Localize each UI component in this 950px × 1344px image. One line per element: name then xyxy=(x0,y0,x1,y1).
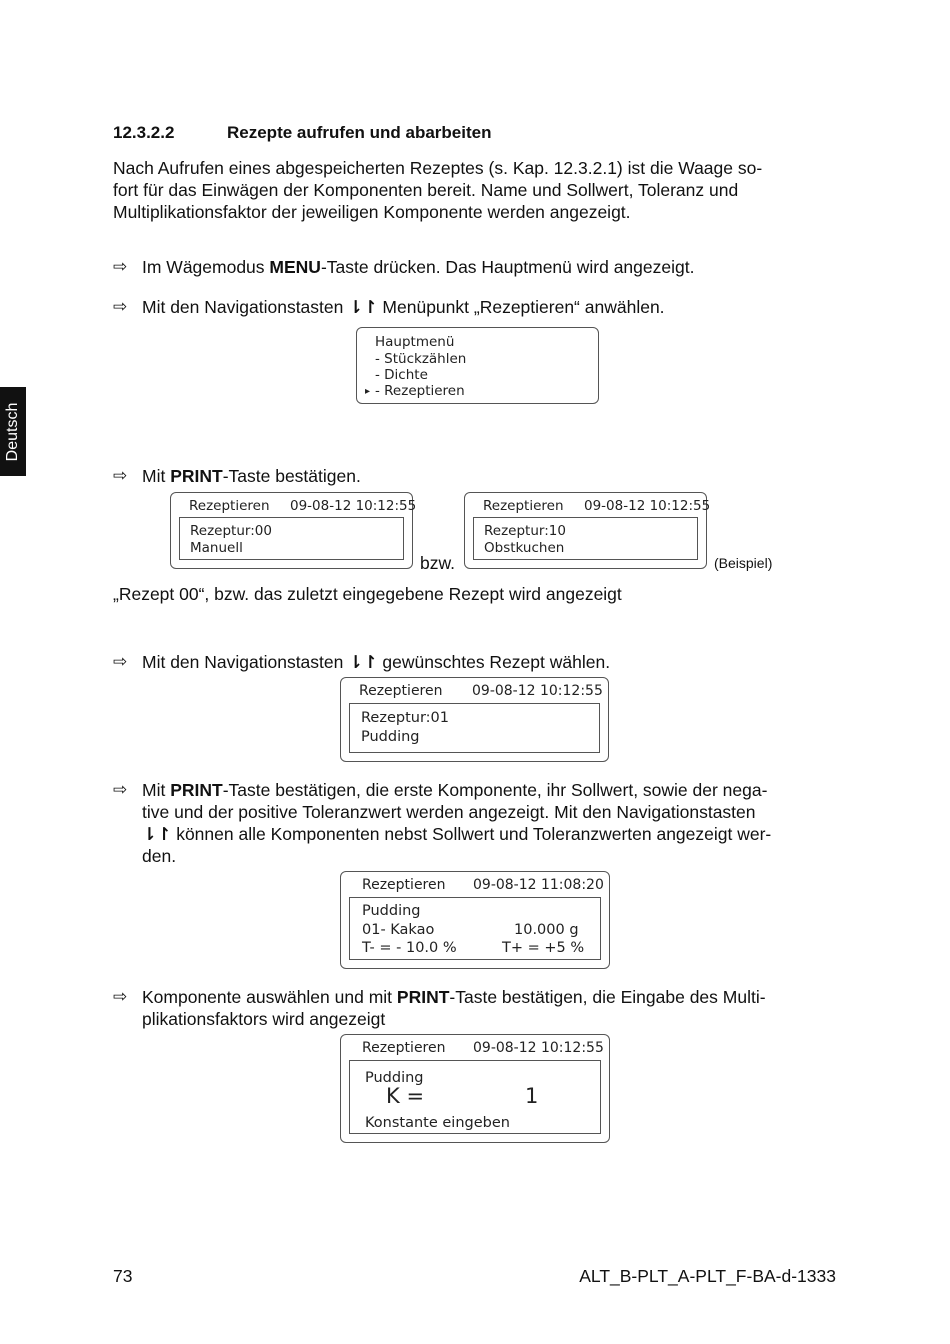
display-line: Pudding xyxy=(365,1070,424,1086)
intro-line: Nach Aufrufen eines abgespeicherten Rezeptes (s. Kap. 12.3.2.1) ist die Waage so- xyxy=(113,158,763,178)
intro-line: Multiplikationsfaktor der jeweiligen Komponente werden angezeigt. xyxy=(113,202,631,222)
step-3-text: Mit PRINT-Taste bestätigen. xyxy=(142,466,361,486)
display-recipe-10 xyxy=(464,492,711,569)
intro-line: fort für das Einwägen der Komponenten bereit. Name und Sollwert, Toleranz und xyxy=(113,180,739,200)
display-inner-frame xyxy=(179,517,404,560)
display-line: Rezeptur:00 xyxy=(190,523,272,539)
main-menu-item: - Dichte xyxy=(375,367,428,383)
tolerance-plus: T+ = +5 % xyxy=(502,940,585,956)
note-text: „Rezept 00“, bzw. das zuletzt eingegebene Rezept wird angezeigt xyxy=(113,584,622,604)
display-line: Obstkuchen xyxy=(484,540,565,556)
display-title: Rezeptieren xyxy=(359,683,443,699)
intro-paragraph xyxy=(113,157,838,223)
bzw-text: bzw. xyxy=(420,553,456,573)
cursor-icon: ▸ xyxy=(365,386,371,397)
step-1-text: Im Wägemodus MENU-Taste drücken. Das Hauptmenü wird angezeigt. xyxy=(142,257,695,277)
display-line: Rezeptur:10 xyxy=(484,523,566,539)
navigation-keys-icon: ⇂↾ xyxy=(348,652,378,672)
arrow-right-icon: ⇨ xyxy=(113,987,128,1006)
display-title: Rezeptieren xyxy=(362,877,446,893)
arrow-right-icon: ⇨ xyxy=(113,466,128,485)
display-line: Pudding xyxy=(361,729,420,745)
arrow-right-icon: ⇨ xyxy=(113,257,128,276)
display-title: Rezeptieren xyxy=(362,1040,446,1056)
display-inner-frame xyxy=(473,517,698,560)
main-menu-item-selected: - Rezeptieren xyxy=(375,383,465,399)
display-title: Rezeptieren xyxy=(189,498,270,514)
arrow-right-icon: ⇨ xyxy=(113,297,128,316)
display-datetime: 09-08-12 11:08:20 xyxy=(473,877,604,893)
language-tab-label: Deutsch xyxy=(4,402,21,461)
step-5-text: Mit PRINT-Taste bestätigen, die erste Komponente, ihr Sollwert, sowie der nega- tive und der positive Toleranzwert werden angezeigt. Mit den Navigationstasten ⇂↾ können alle Komponenten nebst Sollwert und Toleranzwerten angezeigt wer- den. xyxy=(142,780,772,866)
multiplier-value: 1 xyxy=(525,1084,539,1108)
display-line: Pudding xyxy=(362,903,421,919)
display-inner-frame xyxy=(349,897,601,960)
display-datetime: 09-08-12 10:12:55 xyxy=(290,498,417,514)
arrow-right-icon: ⇨ xyxy=(113,652,128,671)
display-datetime: 09-08-12 10:12:55 xyxy=(472,683,603,699)
section-heading xyxy=(113,123,491,143)
language-tab xyxy=(0,387,26,476)
display-line: Manuell xyxy=(190,540,243,556)
display-hint: Konstante eingeben xyxy=(365,1115,510,1131)
display-title: Rezeptieren xyxy=(483,498,564,514)
arrow-right-icon: ⇨ xyxy=(113,780,128,799)
document-id: ALT_B-PLT_A-PLT_F-BA-d-1333 xyxy=(579,1266,836,1286)
navigation-keys-icon: ⇂↾ xyxy=(142,824,172,844)
component-target: 10.000 g xyxy=(514,922,579,938)
section-title: Rezepte aufrufen und abarbeiten xyxy=(227,123,492,142)
example-note: (Beispiel) xyxy=(714,555,773,571)
multiplier-label: K = xyxy=(386,1084,425,1108)
display-recipe-01 xyxy=(340,677,609,762)
display-component xyxy=(340,871,610,969)
page-number: 73 xyxy=(113,1266,133,1286)
step-2-text: Mit den Navigationstasten ⇂↾ Menüpunkt „Rezeptieren“ anwählen. xyxy=(142,297,665,317)
tolerance-minus: T- = - 10.0 % xyxy=(362,940,457,956)
step-6-text: Komponente auswählen und mit PRINT-Taste bestätigen, die Eingabe des Multi- plikationsfaktors wird angezeigt xyxy=(142,987,766,1029)
main-menu-title: Hauptmenü xyxy=(375,334,455,350)
main-menu-item: - Stückzählen xyxy=(375,351,467,367)
navigation-keys-icon: ⇂↾ xyxy=(348,297,378,317)
display-inner-frame xyxy=(349,703,600,753)
display-datetime: 09-08-12 10:12:55 xyxy=(584,498,711,514)
display-datetime: 09-08-12 10:12:55 xyxy=(473,1040,604,1056)
component-name: 01- Kakao xyxy=(362,922,435,938)
display-multiplier xyxy=(340,1034,610,1143)
display-line: Rezeptur:01 xyxy=(361,710,449,726)
display-inner-frame xyxy=(349,1060,601,1134)
main-menu-display xyxy=(356,327,599,404)
display-recipe-00 xyxy=(170,492,417,569)
step-4-text: Mit den Navigationstasten ⇂↾ gewünschtes Rezept wählen. xyxy=(142,652,611,672)
section-number: 12.3.2.2 xyxy=(113,123,175,142)
